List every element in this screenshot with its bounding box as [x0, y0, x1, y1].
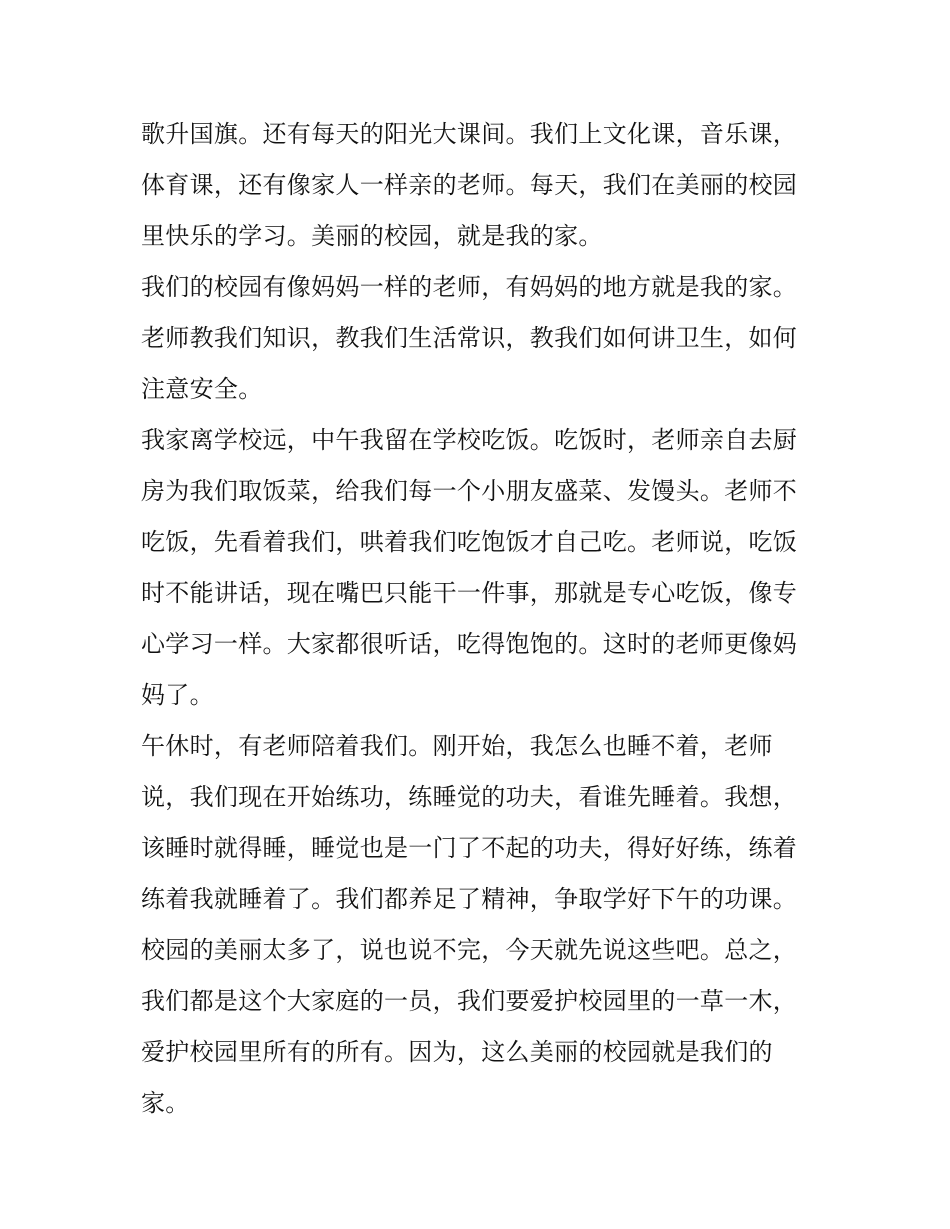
- text-line: 该睡时就得睡，睡觉也是一门了不起的功夫，得好好练，练着: [141, 834, 798, 862]
- text-line: 说，我们现在开始练功，练睡觉的功夫，看谁先睡着。我想，: [141, 783, 798, 811]
- text-line: 练着我就睡着了。我们都养足了精神，争取学好下午的功课。: [141, 885, 798, 913]
- text-line: 吃饭，先看着我们，哄着我们吃饱饭才自己吃。老师说，吃饭: [141, 528, 798, 556]
- text-line: 我们的校园有像妈妈一样的老师，有妈妈的地方就是我的家。: [141, 273, 798, 301]
- text-line: 房为我们取饭菜，给我们每一个小朋友盛菜、发馒头。老师不: [141, 477, 798, 505]
- document-body: [141, 109, 821, 1129]
- text-line: 家。: [141, 1089, 190, 1117]
- text-line: 老师教我们知识，教我们生活常识，教我们如何讲卫生，如何: [141, 324, 798, 352]
- text-line: 时不能讲话，现在嘴巴只能干一件事，那就是专心吃饭，像专: [141, 579, 798, 607]
- text-line: 午休时，有老师陪着我们。刚开始，我怎么也睡不着，老师: [141, 732, 773, 760]
- text-line: 体育课，还有像家人一样亲的老师。每天，我们在美丽的校园: [141, 171, 798, 199]
- text-line: 歌升国旗。还有每天的阳光大课间。我们上文化课，音乐课，: [141, 120, 798, 148]
- text-line: 注意安全。: [141, 375, 263, 403]
- text-line: 心学习一样。大家都很听话，吃得饱饱的。这时的老师更像妈: [141, 630, 798, 658]
- text-line: 里快乐的学习。美丽的校园，就是我的家。: [141, 222, 603, 250]
- text-line: 校园的美丽太多了，说也说不完，今天就先说这些吧。总之，: [141, 936, 798, 964]
- text-line: 妈了。: [141, 681, 214, 709]
- text-line: 我们都是这个大家庭的一员，我们要爱护校园里的一草一木，: [141, 987, 798, 1015]
- text-line: 我家离学校远，中午我留在学校吃饭。吃饭时，老师亲自去厨: [141, 426, 798, 454]
- text-line: 爱护校园里所有的所有。因为，这么美丽的校园就是我们的: [141, 1038, 773, 1066]
